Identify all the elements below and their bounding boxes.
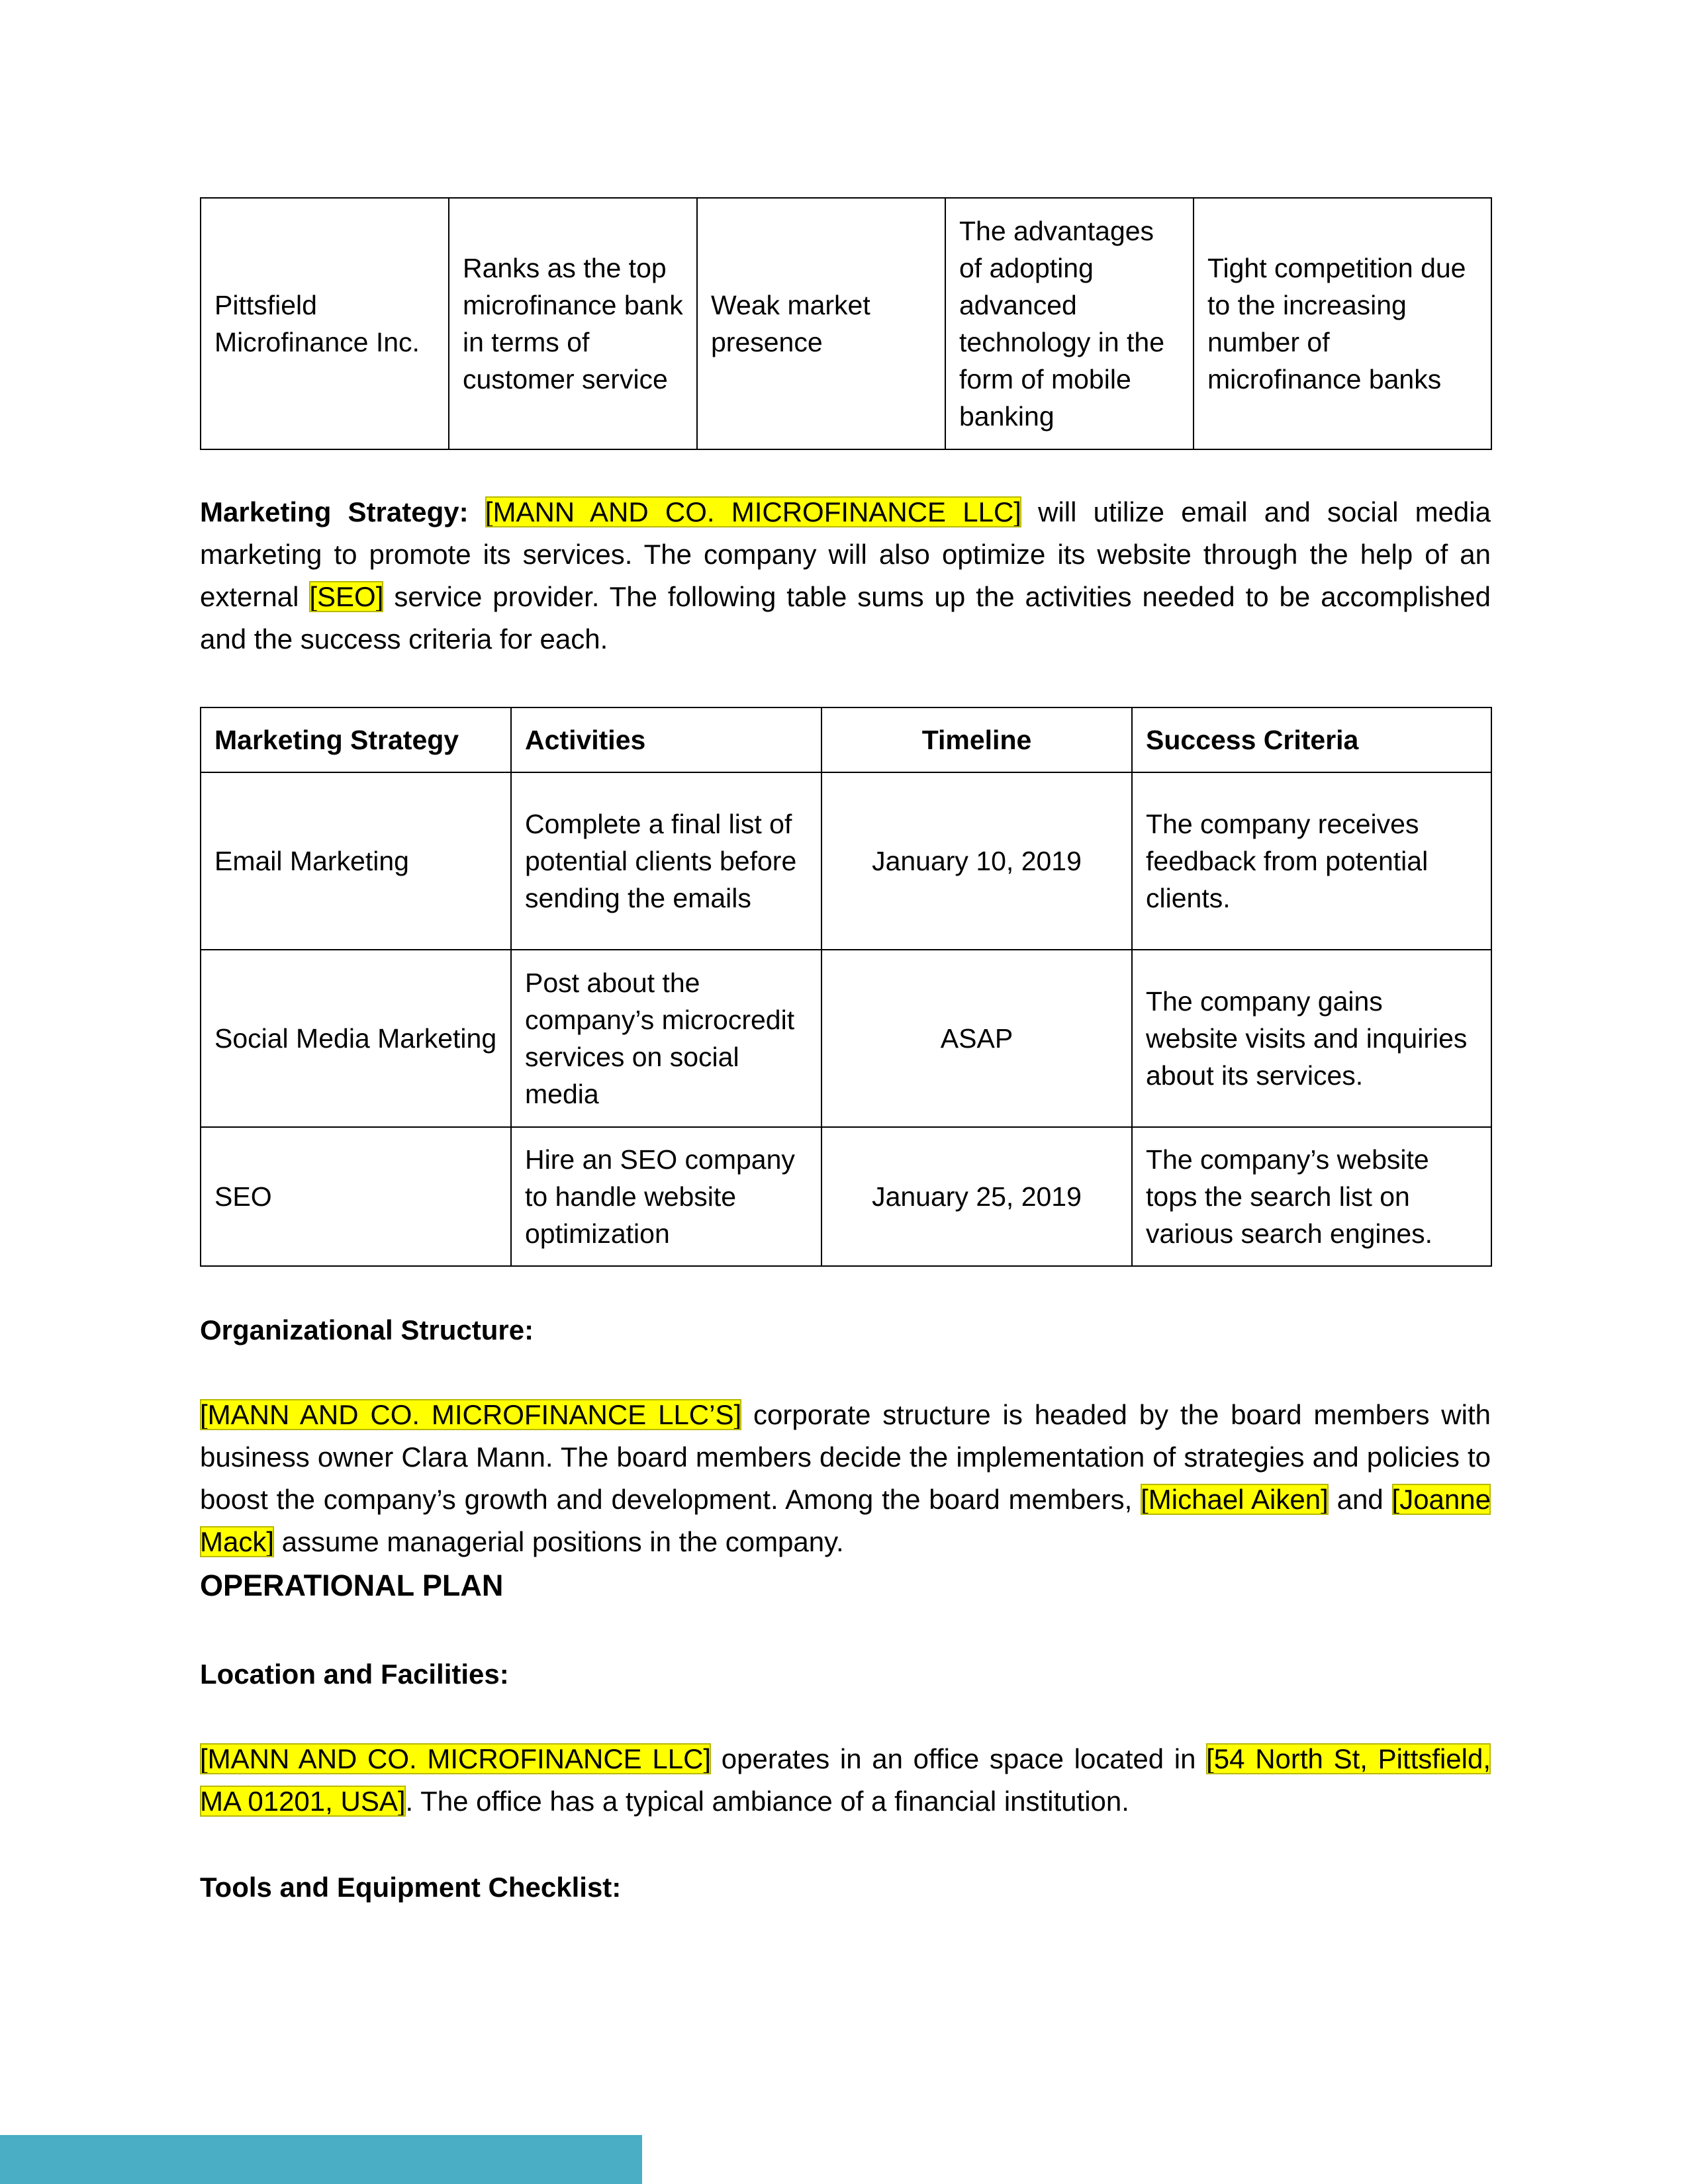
table-cell: The company gains website visits and inquiries about its services. bbox=[1132, 950, 1491, 1127]
seo-highlight: [SEO] bbox=[309, 581, 384, 612]
footer-accent-bar bbox=[0, 2135, 642, 2184]
table-cell: Tight competition due to the increasing number of microfinance banks bbox=[1194, 198, 1491, 449]
tools-equipment-heading: Tools and Equipment Checklist: bbox=[200, 1872, 622, 1903]
table-cell: The company’s website tops the search list on various search engines. bbox=[1132, 1127, 1491, 1266]
table-row bbox=[201, 1127, 1491, 1266]
table-row bbox=[201, 950, 1491, 1127]
location-paragraph bbox=[200, 1738, 1491, 1823]
table-cell: Social Media Marketing bbox=[201, 950, 511, 1127]
column-header: Success Criteria bbox=[1132, 707, 1491, 772]
table-cell: Hire an SEO company to handle website optimization bbox=[511, 1127, 821, 1266]
paragraph-text: service provider. The following table sums up the activities needed to be accomplished and the success criteria for each. bbox=[200, 581, 1491, 655]
table-cell: Email Marketing bbox=[201, 772, 511, 950]
paragraph-text: will utilize email and social media marketing to promote its services. The company will also optimize its website through the help of an external bbox=[200, 496, 1491, 612]
operational-plan-heading: OPERATIONAL PLAN bbox=[200, 1569, 504, 1602]
table-cell: Ranks as the top microfinance bank in terms of customer service bbox=[449, 198, 697, 449]
org-structure-heading: Organizational Structure: bbox=[200, 1314, 534, 1345]
table-cell: ASAP bbox=[821, 950, 1132, 1127]
table-cell: The company receives feedback from potential clients. bbox=[1132, 772, 1491, 950]
table-cell: Complete a final list of potential clients before sending the emails bbox=[511, 772, 821, 950]
table-cell: Pittsfield Microfinance Inc. bbox=[201, 198, 449, 449]
table-header-row bbox=[201, 707, 1491, 772]
org-structure-paragraph bbox=[200, 1394, 1491, 1563]
paragraph-text: and bbox=[1328, 1484, 1392, 1515]
table-cell: January 25, 2019 bbox=[821, 1127, 1132, 1266]
competitor-table bbox=[200, 197, 1492, 450]
paragraph-text: operates in an office space located in bbox=[711, 1743, 1207, 1774]
table-row bbox=[201, 198, 1491, 449]
column-header: Marketing Strategy bbox=[201, 707, 511, 772]
address-highlight: [54 North St, Pittsfield, MA 01201, USA] bbox=[200, 1743, 1491, 1817]
marketing-strategy-table bbox=[200, 707, 1492, 1267]
table-cell: SEO bbox=[201, 1127, 511, 1266]
paragraph-text: assume managerial positions in the company. bbox=[274, 1526, 844, 1557]
table-cell: Post about the company’s microcredit services on social media bbox=[511, 950, 821, 1127]
column-header: Timeline bbox=[821, 707, 1132, 772]
marketing-strategy-label: Marketing Strategy: bbox=[200, 496, 469, 527]
company-name-highlight: [MANN AND CO. MICROFINANCE LLC] bbox=[485, 496, 1021, 527]
location-facilities-heading: Location and Facilities: bbox=[200, 1659, 509, 1690]
table-cell: The advantages of adopting advanced technology in the form of mobile banking bbox=[945, 198, 1194, 449]
person-name-highlight: [Michael Aiken] bbox=[1141, 1484, 1329, 1515]
table-cell: Weak market presence bbox=[697, 198, 945, 449]
marketing-strategy-paragraph bbox=[200, 491, 1491, 660]
company-name-highlight: [MANN AND CO. MICROFINANCE LLC] bbox=[200, 1743, 712, 1774]
table-row bbox=[201, 772, 1491, 950]
company-name-highlight: [MANN AND CO. MICROFINANCE LLC’S] bbox=[200, 1399, 742, 1430]
paragraph-text: . The office has a typical ambiance of a financial institution. bbox=[405, 1786, 1129, 1817]
person-name-highlight: [Joanne Mack] bbox=[200, 1484, 1491, 1557]
column-header: Activities bbox=[511, 707, 821, 772]
paragraph-text: corporate structure is headed by the board members with business owner Clara Mann. The board members decide the implementation of strategies and policies to boost the company’s growth and development. Among the board members, bbox=[200, 1399, 1491, 1515]
table-cell: January 10, 2019 bbox=[821, 772, 1132, 950]
